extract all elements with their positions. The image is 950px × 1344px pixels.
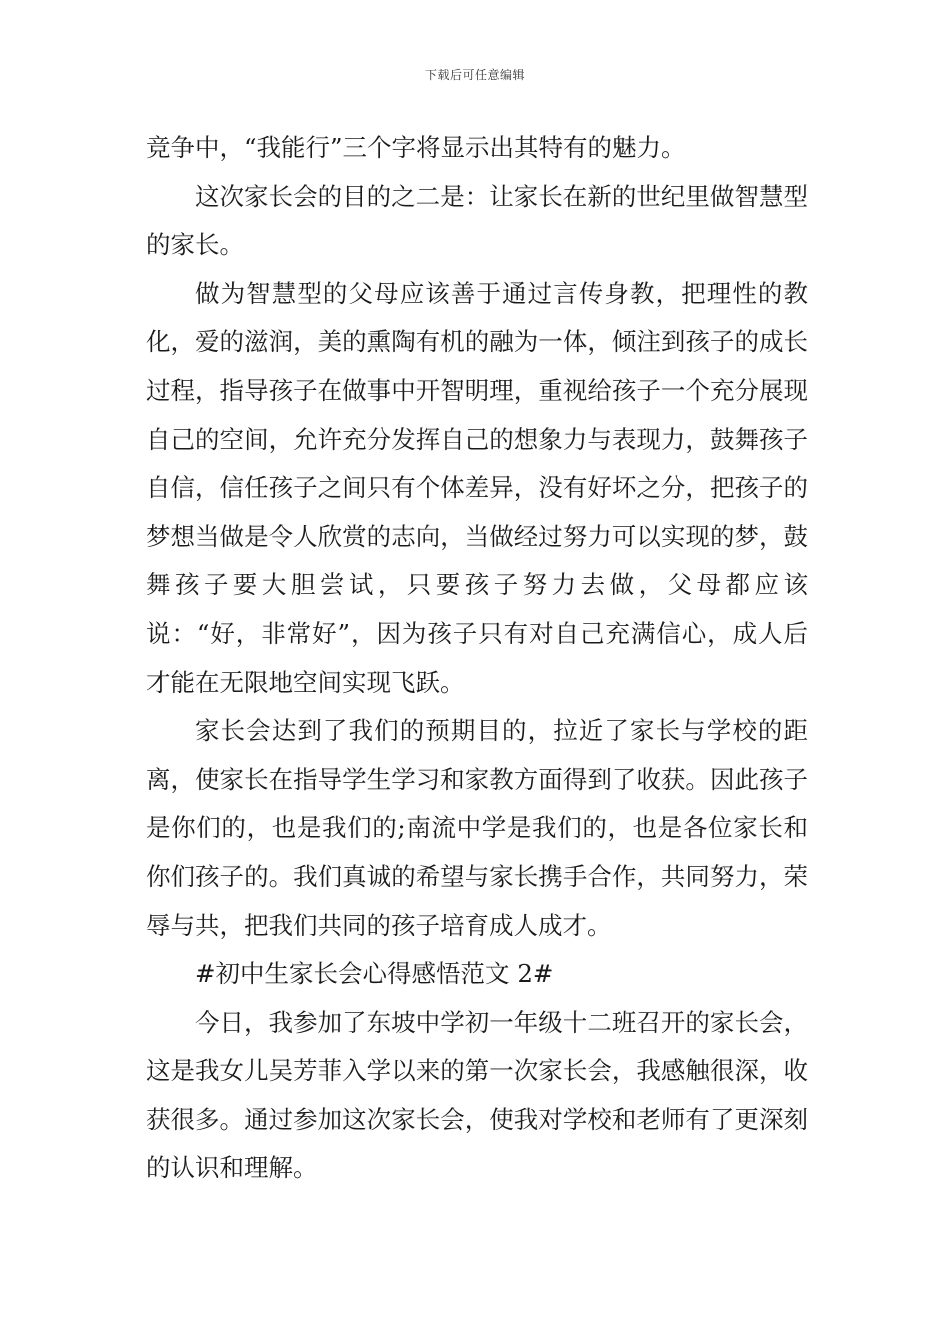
- header-note: 下载后可任意编辑: [424, 68, 525, 82]
- paragraph-continuation: 竞争中，“我能行”三个字将显示出其特有的魅力。: [146, 133, 686, 162]
- paragraph-meeting-result: 家长会达到了我们的预期目的，拉近了家长与学校的距离，使家长在指导学生学习和家教方面得到了收获。因此孩子是你们的，也是我们的;南流中学是我们的，也是各位家长和你们孩子的。我们真诚的希望与家长携手合作，共同努力，荣辱与共，把我们共同的孩子培育成人成才。: [146, 716, 808, 940]
- paragraph-essay-two-intro: 今日，我参加了东坡中学初一年级十二班召开的家长会，这是我女儿吴芳菲入学以来的第一次家长会，我感触很深，收获很多。通过参加这次家长会，使我对学校和老师有了更深刻的认识和理解。: [146, 1007, 808, 1183]
- document-body: [146, 124, 808, 1193]
- paragraph-purpose-two: 这次家长会的目的之二是：让家长在新的世纪里做智慧型的家长。: [146, 181, 808, 260]
- section-heading: #初中生家长会心得感悟范文 2#: [195, 959, 554, 989]
- paragraph-wise-parents: 做为智慧型的父母应该善于通过言传身教，把理性的教化，爱的滋润，美的熏陶有机的融为一体，倾注到孩子的成长过程，指导孩子在做事中开智明理，重视给孩子一个充分展现自己的空间，允许充分发挥自己的想象力与表现力，鼓舞孩子自信，信任孩子之间只有个体差异，没有好坏之分，把孩子的梦想当做是令人欣赏的志向，当做经过努力可以实现的梦，鼓舞孩子要大胆尝试，只要孩子努力去做，父母都应该说：“好，非常好”，因为孩子只有对自己充满信心，成人后才能在无限地空间实现飞跃。: [146, 278, 808, 697]
